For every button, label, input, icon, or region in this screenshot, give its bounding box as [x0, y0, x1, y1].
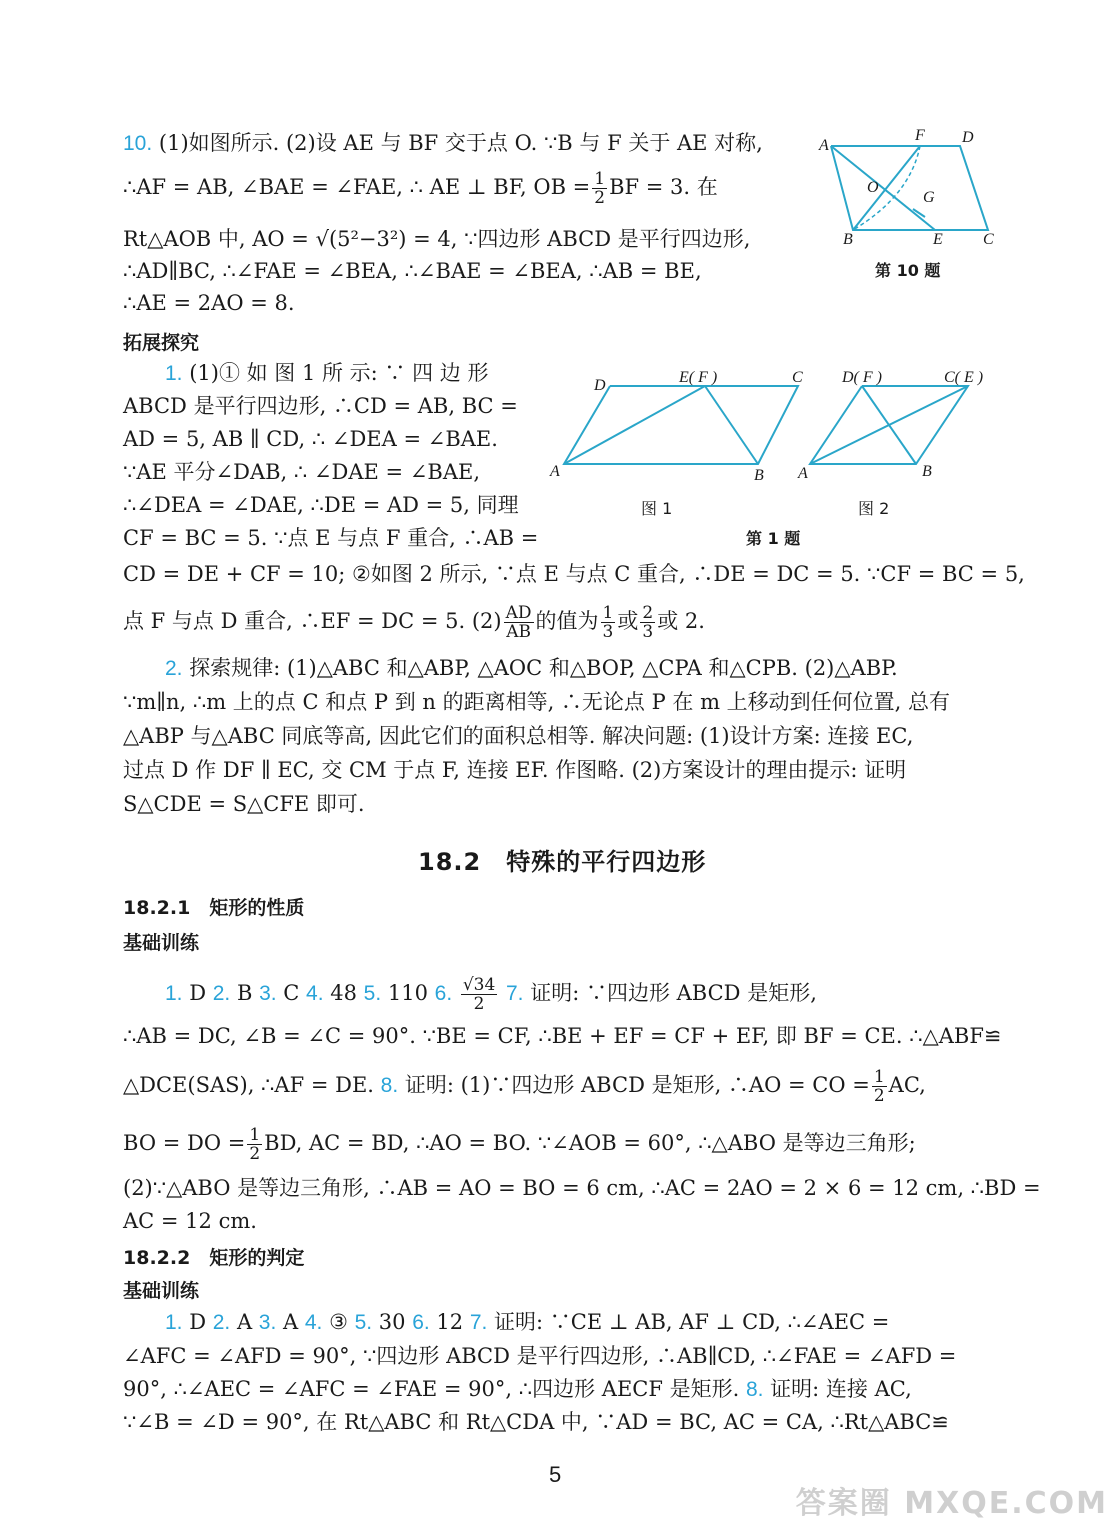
fraction-sqrt34-over-2: $\frac{√34}{2}$: [462, 975, 496, 1014]
s2-line-1: 1. D 2. A 3. A 4. ③ 5. 30 6. 12 7. 证明: ∵CE ⊥ AB, AF ⊥ CD, ∴∠AEC =: [165, 1310, 890, 1334]
subsection-18-2-1: 18.2.1 矩形的性质: [123, 897, 305, 919]
s1-line-3: △DCE(SAS), ∴AF = DE. 8. 证明: (1)∵四边形 ABCD 是矩形, ∴AO = CO = $\frac{1}{2}$ AC,: [123, 1067, 926, 1106]
t1-line-7: CD = DE + CF = 10; ②如图 2 所示, ∵点 E 与点 C 重合, ∴DE = DC = 5. ∵CF = BC = 5,: [123, 562, 1025, 586]
problem-number: 1.: [165, 362, 183, 385]
svg-text:D( F ): D( F ): [842, 369, 882, 386]
fraction-one-third: $\frac{1}{3}$: [602, 603, 614, 642]
fraction-ad-ab: $\frac{AD}{AB}$: [505, 603, 532, 642]
figure-10-parallelogram: [815, 126, 1005, 251]
t1-line-6: CF = BC = 5. ∵点 E 与点 F 重合, ∴AB =: [123, 526, 539, 550]
s2-line-3: 90°, ∴∠AEC = ∠AFC = ∠FAE = 90°, ∴四边形 AECF 是矩形. 8. 证明: 连接 AC,: [123, 1377, 912, 1401]
t2-line-5: S△CDE = S△CFE 即可.: [123, 792, 365, 816]
fig1-line-bf: [705, 386, 758, 464]
t2-line-1: 2. 探索规律: (1)△ABC 和△ABP, △AOC 和△BOP, △CPA 和△CPB. (2)△ABP.: [165, 656, 898, 680]
fig10-line-bf: [853, 146, 920, 230]
fig1-line-ae: [564, 386, 705, 464]
s2-line-2: ∠AFC = ∠AFD = 90°, ∵四边形 ABCD 是平行四边形, ∴AB∥CD, ∴∠FAE = ∠AFD =: [123, 1344, 957, 1368]
section-title: 18.2 特殊的平行四边形: [418, 848, 707, 876]
t1-line-3: AD = 5, AB ∥ CD, ∴ ∠DEA = ∠BAE.: [123, 427, 498, 451]
svg-text:B: B: [754, 467, 764, 484]
subsection-18-2-2: 18.2.2 矩形的判定: [123, 1247, 305, 1269]
svg-text:C: C: [983, 231, 994, 248]
s1-line-6: AC = 12 cm.: [123, 1209, 257, 1233]
svg-text:A: A: [798, 465, 808, 482]
svg-text:A: A: [550, 463, 560, 480]
svg-text:G: G: [923, 189, 935, 206]
t1-line-5: ∴∠DEA = ∠DAE, ∴DE = AD = 5, 同理: [123, 493, 519, 517]
t1-line-1: 1. (1)① 如 图 1 所 示: ∵ 四 边 形: [165, 361, 489, 385]
heading-jichu-1: 基础训练: [123, 932, 200, 954]
page-number: 5: [549, 1462, 562, 1487]
figure-1-caption: 图 1: [641, 499, 673, 518]
figure-2-parallelogram: [796, 366, 1001, 486]
figure-1-parallelogram: [548, 366, 808, 486]
fig1-parallelogram: [564, 386, 798, 464]
s1-line-5: (2)∵△ABO 是等边三角形, ∴AB = AO = BO = 6 cm, ∴AC = 2AO = 2 × 6 = 12 cm, ∴BD =: [123, 1176, 1041, 1200]
p10-line-4: ∴AD∥BC, ∴∠FAE = ∠BEA, ∴∠BAE = ∠BEA, ∴AB = BE,: [123, 259, 702, 283]
svg-text:A: A: [819, 137, 829, 154]
svg-text:B: B: [843, 231, 853, 248]
fraction-half: $\frac{1}{2}$: [249, 1125, 261, 1164]
s2-line-4: ∵∠B = ∠D = 90°, 在 Rt△ABC 和 Rt△CDA 中, ∵AD = BC, AC = CA, ∴Rt△ABC≌: [123, 1410, 949, 1434]
s1-line-4: BO = DO = $\frac{1}{2}$ BD, AC = BD, ∴AO = BO. ∵∠AOB = 60°, ∴△ABO 是等边三角形;: [123, 1125, 916, 1164]
t2-line-3: △ABP 与△ABC 同底等高, 因此它们的面积总相等. 解决问题: (1)设计方案: 连接 EC,: [123, 724, 914, 748]
svg-text:B: B: [922, 463, 932, 480]
fraction-half: $\frac{1}{2}$: [594, 169, 606, 208]
t1-line-8: 点 F 与点 D 重合, ∴EF = DC = 5. (2) $\frac{AD}{AB}$ 的值为 $\frac{1}{3}$ 或 $\frac{2}{3}$ 或 2.: [123, 603, 705, 642]
svg-text:E: E: [933, 231, 943, 248]
s1-line-2: ∴AB = DC, ∠B = ∠C = 90°. ∵BE = CF, ∴BE + EF = CF + EF, 即 BF = CE. ∴△ABF≌: [123, 1024, 1002, 1048]
p10-line-1: 10. (1)如图所示. (2)设 AE 与 BF 交于点 O. ∵B 与 F 关于 AE 对称,: [123, 131, 763, 155]
problem-number: 2.: [165, 657, 183, 680]
figure-2-caption: 图 2: [858, 499, 890, 518]
problem-number: 10.: [123, 132, 153, 155]
heading-jichu-2: 基础训练: [123, 1280, 200, 1302]
svg-text:C( E ): C( E ): [944, 369, 984, 386]
fig10-line-ae: [831, 146, 935, 230]
svg-text:F: F: [915, 127, 925, 144]
figure-group-caption: 第 1 题: [746, 529, 801, 548]
p10-line-3: Rt△AOB 中, AO = √(5²−3²) = 4, ∵四边形 ABCD 是平行四边形,: [123, 227, 751, 251]
fraction-two-thirds: $\frac{2}{3}$: [642, 603, 654, 642]
svg-text:O: O: [867, 179, 879, 196]
heading-tuozhan: 拓展探究: [123, 332, 200, 354]
t2-line-4: 过点 D 作 DF ∥ EC, 交 CM 于点 F, 连接 EF. 作图略. (2)方案设计的理由提示: 证明: [123, 758, 907, 782]
svg-text:D: D: [962, 129, 974, 146]
t1-line-4: ∵AE 平分∠DAB, ∴ ∠DAE = ∠BAE,: [123, 460, 481, 484]
t1-line-2: ABCD 是平行四边形, ∴CD = AB, BC =: [123, 394, 518, 418]
t2-line-2: ∵m∥n, ∴m 上的点 C 和点 P 到 n 的距离相等, ∴无论点 P 在 m 上移动到任何位置, 总有: [123, 690, 951, 714]
p10-line-5: ∴AE = 2AO = 8.: [123, 291, 295, 315]
s1-line-1: 1. D 2. B 3. C 4. 48 5. 110 6. $\frac{√34}{2}$ 7. 证明: ∵四边形 ABCD 是矩形,: [165, 975, 817, 1014]
fig2-line-db: [862, 386, 916, 464]
figure-10-caption: 第 10 题: [875, 261, 941, 280]
fraction-half: $\frac{1}{2}$: [873, 1067, 885, 1106]
svg-text:C: C: [792, 369, 803, 386]
svg-text:E( F ): E( F ): [679, 369, 718, 386]
svg-text:D: D: [594, 377, 606, 394]
watermark: 答案圈 MXQE.COM: [795, 1486, 1108, 1521]
p10-line-2: ∴AF = AB, ∠BAE = ∠FAE, ∴ AE ⊥ BF, OB = $\frac{1}{2}$ BF = 3. 在: [123, 169, 718, 208]
